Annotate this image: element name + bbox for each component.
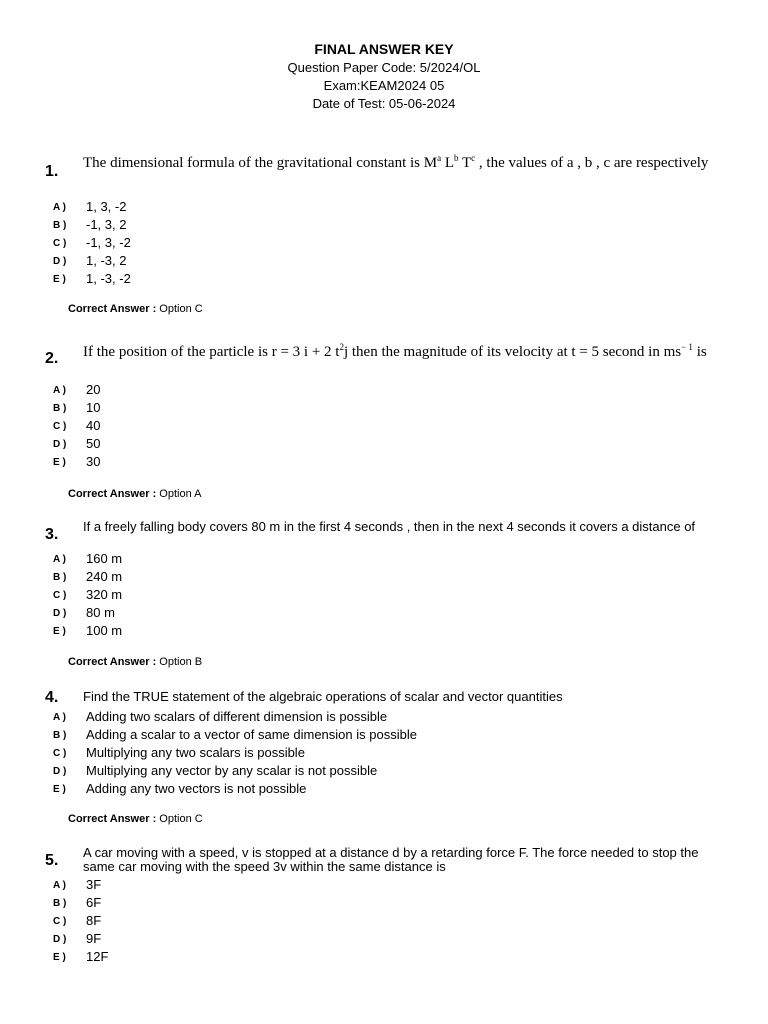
correct-answer: Correct Answer : Option C [68,813,203,825]
document-title: FINAL ANSWER KEY [314,41,454,57]
question-text: The dimensional formula of the gravitational constant is $M^a$ $L^b$ $T^c$ , the values of a , b , c are respectively [83,153,709,171]
question-number: 3. [45,526,59,543]
paper-code: Question Paper Code: 5/2024/OL [287,60,481,75]
question-number: 4. [45,689,59,706]
question-text: If a freely falling body covers 80 m in the first 4 seconds , then in the next 4 seconds it covers a distance of [83,519,696,534]
test-date: Date of Test: 05-06-2024 [312,96,456,111]
exam-name: Exam:KEAM2024 05 [323,78,445,93]
question-number: 2. [45,350,59,367]
question-text: If the position of the particle is r = 3 i + 2 $t^2j$ then the magnitude of its velocity at t = 5 second in $ms^{- 1}$ is [83,342,707,360]
correct-answer: Correct Answer : Option C [68,303,203,315]
answer-key-header [0,40,768,113]
question-number: 5. [45,852,59,869]
correct-answer: Correct Answer : Option A [68,488,202,500]
correct-answer: Correct Answer : Option B [68,656,203,668]
question-text: Find the TRUE statement of the algebraic operations of scalar and vector quantities [83,689,563,704]
question-number: 1. [45,163,59,180]
question-text: A car moving with a speed, v is stopped at a distance d by a retarding force F. The force needed to stop the same car moving with the speed 3v within the same distance is [83,845,699,874]
